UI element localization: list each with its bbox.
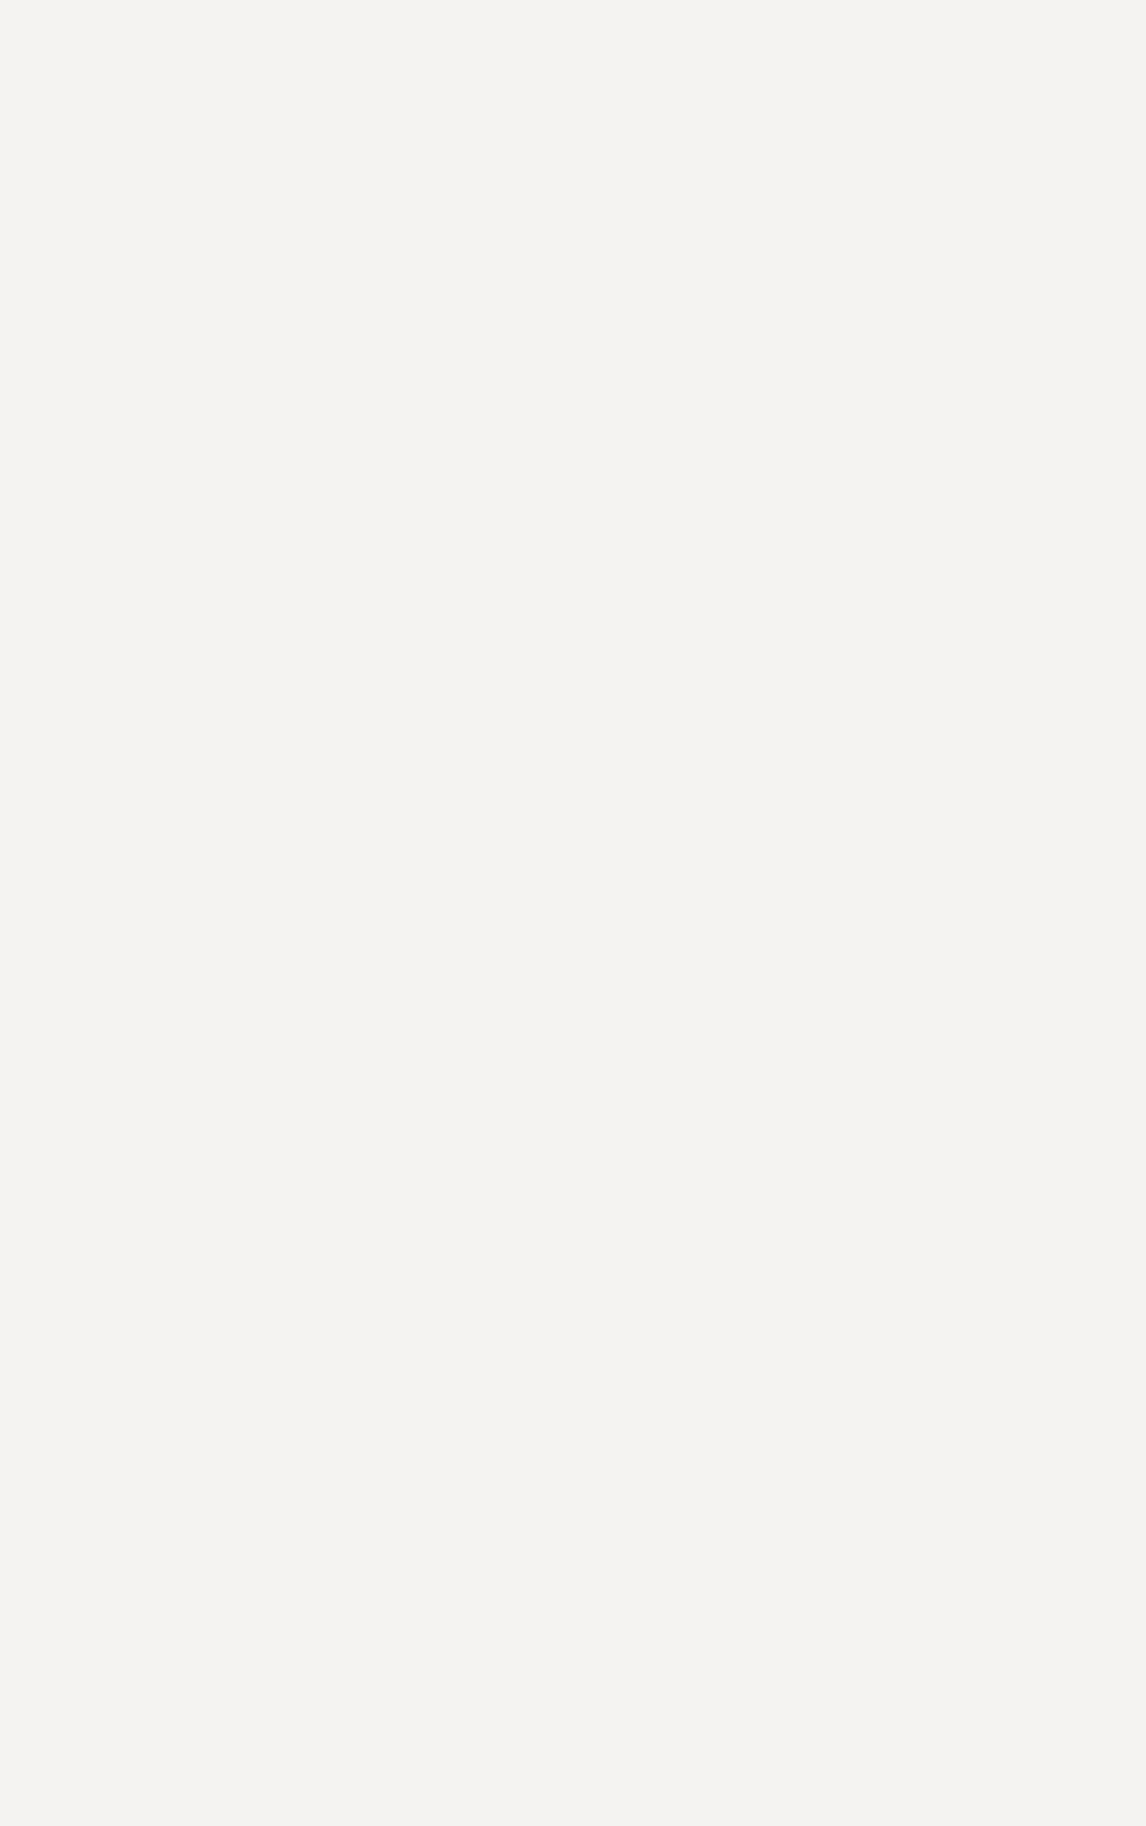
document-page xyxy=(0,0,1146,1826)
